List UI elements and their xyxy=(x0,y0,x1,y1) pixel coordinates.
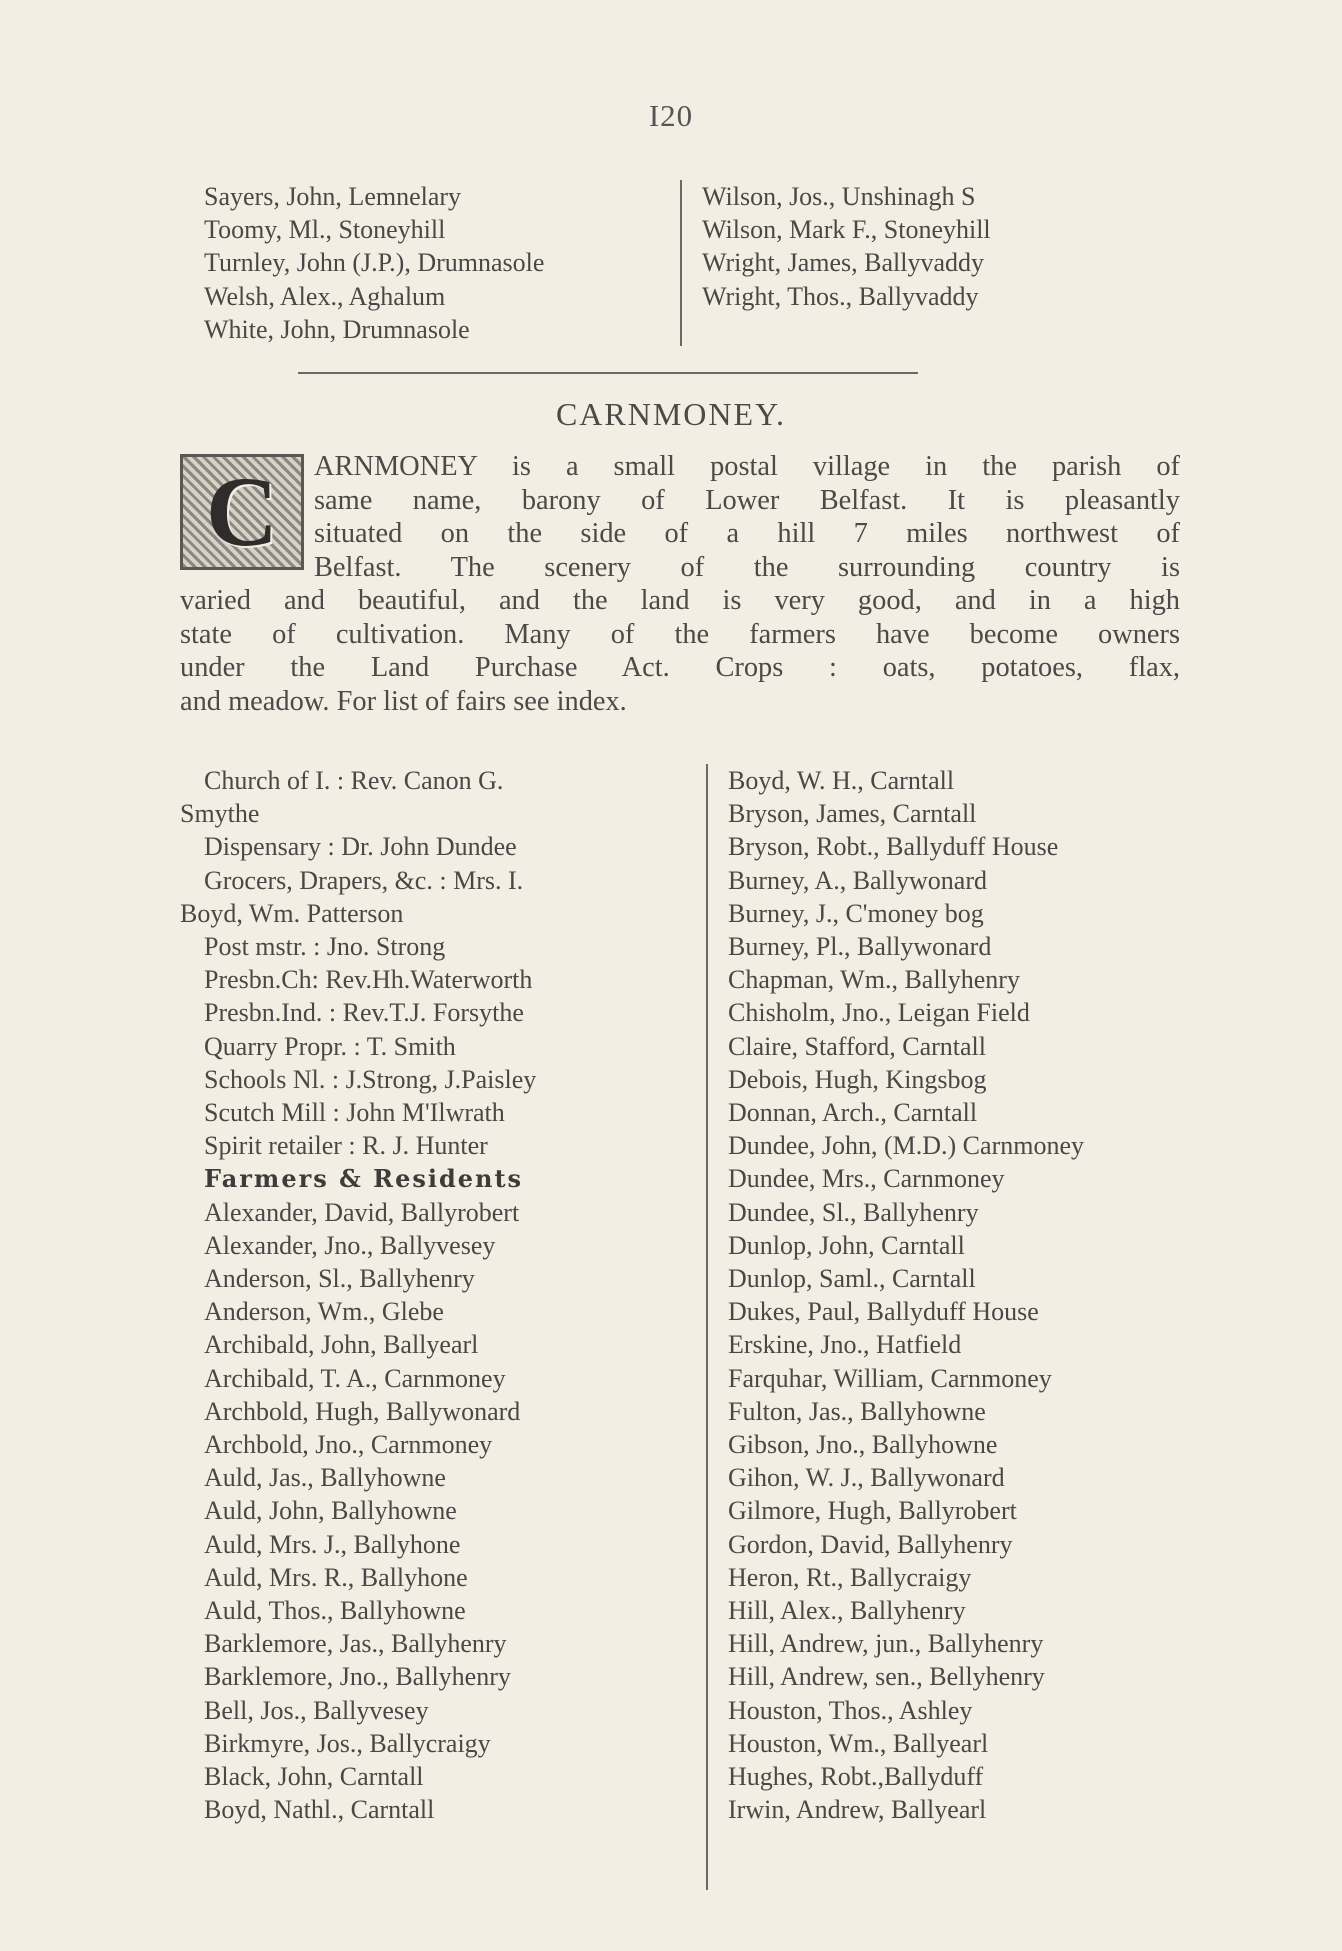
directory-listing xyxy=(180,764,1084,1890)
resident-entry: Irwin, Andrew, Ballyearl xyxy=(728,1795,987,1825)
listing-entry: Toomy, Ml., Stoneyhill xyxy=(204,215,446,245)
resident-entry: Claire, Stafford, Carntall xyxy=(728,1031,987,1061)
resident-entry: Archibald, T. A., Carnmoney xyxy=(204,1363,506,1393)
resident-entry: Gibson, Jno., Ballyhowne xyxy=(728,1430,998,1460)
resident-entry: Farquhar, William, Carnmoney xyxy=(728,1363,1052,1393)
resident-entry: Gihon, W. J., Ballywonard xyxy=(728,1463,1005,1493)
intro-line: state of cultivation. Many of the farmers have become owners xyxy=(180,618,1180,650)
official-entry: Presbn.Ch: Rev.Hh.Waterworth xyxy=(204,965,533,995)
resident-entry: Debois, Hugh, Kingsbog xyxy=(728,1064,987,1094)
intro-line: ARNMONEY is a small postal village in the parish of xyxy=(314,451,1180,482)
listing-entry: Welsh, Alex., Aghalum xyxy=(204,281,446,311)
official-entry: Smythe xyxy=(180,799,260,829)
resident-entry: Hill, Andrew, sen., Bellyhenry xyxy=(728,1662,1045,1692)
resident-entry: Chisholm, Jno., Leigan Field xyxy=(728,998,1030,1028)
continued-listing xyxy=(180,180,991,346)
directory-left-column xyxy=(180,764,700,1890)
resident-entry: Erskine, Jno., Hatfield xyxy=(728,1330,962,1360)
right-residents-list xyxy=(708,764,1084,1890)
resident-entry: Bryson, James, Carntall xyxy=(728,799,977,829)
dropcap-letter: C xyxy=(205,456,279,567)
resident-entry: Archbold, Jno., Carnmoney xyxy=(204,1430,493,1460)
official-entry: Boyd, Wm. Patterson xyxy=(180,898,404,928)
official-entry: Post mstr. : Jno. Strong xyxy=(204,932,446,962)
listing-entry: Wilson, Jos., Unshinagh S xyxy=(702,182,976,211)
resident-entry: Burney, J., C'money bog xyxy=(728,898,984,928)
official-entry: Quarry Propr. : T. Smith xyxy=(204,1031,456,1061)
resident-entry: Donnan, Arch., Carntall xyxy=(728,1098,978,1128)
intro-line: same name, barony of Lower Belfast. It is pleasantly xyxy=(314,484,1180,516)
section-title: CARNMONEY. xyxy=(555,396,787,432)
resident-entry: Dukes, Paul, Ballyduff House xyxy=(728,1297,1039,1327)
resident-entry: Gilmore, Hugh, Ballyrobert xyxy=(728,1496,1017,1526)
resident-entry: Auld, Jas., Ballyhowne xyxy=(204,1463,446,1493)
resident-entry: Hughes, Robt.,Ballyduff xyxy=(728,1762,984,1792)
resident-entry: Gordon, David, Ballyhenry xyxy=(728,1529,1013,1559)
intro-line: and meadow. For list of fairs see index. xyxy=(180,685,627,717)
continued-left-column xyxy=(180,180,672,346)
resident-entry: Auld, John, Ballyhowne xyxy=(204,1496,457,1526)
listing-entry: White, John, Drumnasole xyxy=(204,314,470,344)
ornamental-dropcap xyxy=(180,454,304,570)
listing-entry: Wright, Thos., Ballyvaddy xyxy=(702,281,979,311)
intro-line: situated on the side of a hill 7 miles northwest of xyxy=(314,518,1180,549)
resident-entry: Dunlop, John, Carntall xyxy=(728,1230,965,1260)
resident-entry: Burney, Pl., Ballywonard xyxy=(728,932,992,962)
resident-entry: Bryson, Robt., Ballyduff House xyxy=(728,832,1059,862)
section-rule xyxy=(298,372,918,374)
officials-list xyxy=(180,764,700,1162)
continued-right-column xyxy=(682,180,991,346)
official-entry: Schools Nl. : J.Strong, J.Paisley xyxy=(204,1064,537,1094)
farmers-heading: Farmers & Residents xyxy=(204,1164,524,1194)
intro-line: under the Land Purchase Act. Crops : oats, potatoes, flax, xyxy=(180,652,1180,683)
resident-entry: Barklemore, Jas., Ballyhenry xyxy=(204,1629,507,1659)
resident-entry: Dundee, John, (M.D.) Carnmoney xyxy=(728,1131,1084,1161)
resident-entry: Houston, Thos., Ashley xyxy=(728,1695,973,1725)
resident-entry: Dundee, Sl., Ballyhenry xyxy=(728,1197,979,1227)
listing-entry: Wilson, Mark F., Stoneyhill xyxy=(702,215,991,245)
resident-entry: Burney, A., Ballywonard xyxy=(728,865,987,895)
resident-entry: Heron, Rt., Ballycraigy xyxy=(728,1562,972,1592)
page-number: I20 xyxy=(648,98,694,133)
resident-entry: Alexander, David, Ballyrobert xyxy=(204,1197,520,1227)
resident-entry: Birkmyre, Jos., Ballycraigy xyxy=(204,1728,491,1758)
resident-entry: Houston, Wm., Ballyearl xyxy=(728,1728,989,1758)
official-entry: Dispensary : Dr. John Dundee xyxy=(204,832,517,862)
intro-paragraph xyxy=(180,450,1180,718)
resident-entry: Bell, Jos., Ballyvesey xyxy=(204,1695,429,1725)
resident-entry: Auld, Mrs. J., Ballyhone xyxy=(204,1529,461,1559)
resident-entry: Fulton, Jas., Ballyhowne xyxy=(728,1396,986,1426)
left-residents-list xyxy=(180,1196,700,1827)
listing-entry: Wright, James, Ballyvaddy xyxy=(702,248,985,278)
resident-entry: Boyd, W. H., Carntall xyxy=(728,766,955,795)
listing-entry: Sayers, John, Lemnelary xyxy=(204,182,462,211)
official-entry: Church of I. : Rev. Canon G. xyxy=(204,766,504,795)
resident-entry: Hill, Alex., Ballyhenry xyxy=(728,1596,966,1626)
official-entry: Scutch Mill : John M'Ilwrath xyxy=(204,1098,505,1128)
resident-entry: Auld, Mrs. R., Ballyhone xyxy=(204,1562,468,1592)
resident-entry: Hill, Andrew, jun., Ballyhenry xyxy=(728,1629,1044,1659)
resident-entry: Dunlop, Saml., Carntall xyxy=(728,1264,976,1294)
listing-entry: Turnley, John (J.P.), Drumnasole xyxy=(204,248,545,278)
resident-entry: Black, John, Carntall xyxy=(204,1762,424,1792)
resident-entry: Boyd, Nathl., Carntall xyxy=(204,1795,435,1825)
official-entry: Presbn.Ind. : Rev.T.J. Forsythe xyxy=(204,998,524,1028)
resident-entry: Archibald, John, Ballyearl xyxy=(204,1330,479,1360)
official-entry: Spirit retailer : R. J. Hunter xyxy=(204,1131,488,1161)
resident-entry: Dundee, Mrs., Carnmoney xyxy=(728,1164,1005,1194)
resident-entry: Auld, Thos., Ballyhowne xyxy=(204,1596,466,1626)
resident-entry: Anderson, Sl., Ballyhenry xyxy=(204,1264,475,1294)
intro-line: varied and beautiful, and the land is very good, and in a high xyxy=(180,585,1180,616)
resident-entry: Barklemore, Jno., Ballyhenry xyxy=(204,1662,511,1692)
resident-entry: Chapman, Wm., Ballyhenry xyxy=(728,965,1020,995)
official-entry: Grocers, Drapers, &c. : Mrs. I. xyxy=(204,865,524,895)
intro-lines xyxy=(180,450,1180,718)
resident-entry: Archbold, Hugh, Ballywonard xyxy=(204,1396,521,1426)
resident-entry: Alexander, Jno., Ballyvesey xyxy=(204,1230,496,1260)
intro-line: Belfast. The scenery of the surrounding country is xyxy=(314,551,1180,583)
resident-entry: Anderson, Wm., Glebe xyxy=(204,1297,444,1327)
